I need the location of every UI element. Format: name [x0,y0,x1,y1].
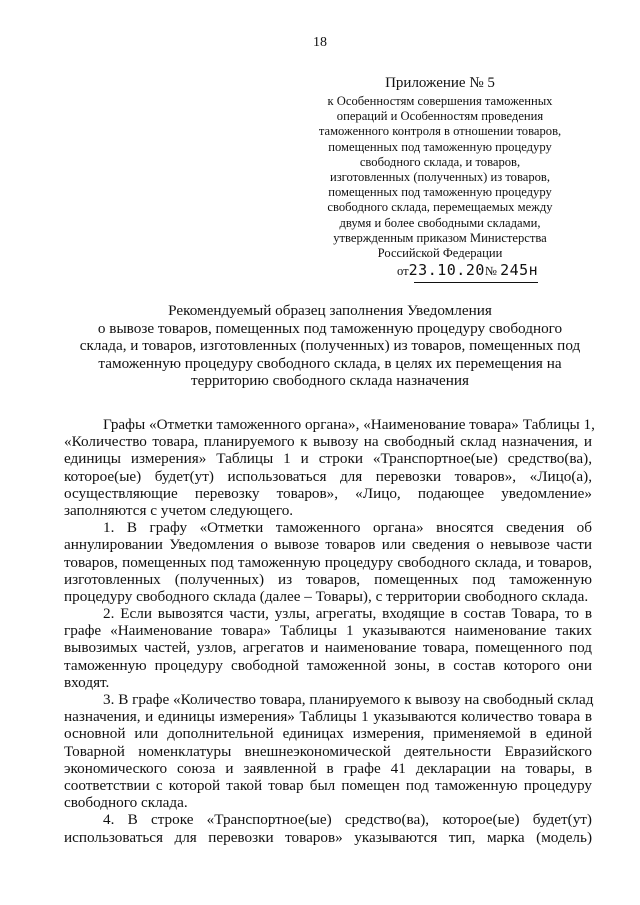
text-line: соответствии с которой такой товар был помещен под таможенную процедуру [64,776,592,794]
text-line: таможенную процедуру свободной таможенной зоны, в состав которого они [64,656,592,674]
title-line: территорию свободного склада назначения [190,372,470,390]
text-line: экономического союза и заявленной в графе 41 декларации на товары, в [64,759,592,777]
text-line: вывозимых частей, узлов, агрегатов и наименование товара, помещенного под [64,639,592,657]
text-line: заполняются с учетом следующего. [64,501,294,519]
paragraph-intro [64,416,595,519]
order-number: 245н [500,261,539,280]
text-line: основной или дополнительной единицах измерения, применяемой в единой [64,725,592,743]
text-line: которое(ые) будет(ут) использоваться для перевозки товаров», «Лицо(а), [64,467,592,485]
text-line: 2. Если вывозятся части, узлы, агрегаты, входящие в состав Товара, то в [103,605,592,623]
paragraph-1 [64,519,592,605]
text-line: изготовленных (полученных) из товаров, помещенных под таможенную [64,570,592,588]
document-title [60,302,600,390]
order-date: 23.10.20 [408,261,485,280]
appendix-title: Приложение № 5 [385,75,495,91]
appendix-line: помещенных под таможенную процедуру [328,139,552,154]
text-line: аннулировании Уведомления о вывозе товаров или сведения о невывозе части [64,536,592,554]
text-line: использоваться для перевозки товаров» указываются тип, марка (модель) [64,828,592,846]
text-line: Товарной номенклатуры внешнеэкономической деятельности Евразийского [64,742,592,760]
appendix-line: утвержденным приказом Министерства [333,230,547,245]
text-line: осуществляющие перевозку товаров», «Лицо, подающее уведомление» [64,484,592,502]
title-line: склада, и товаров, изготовленных (полученных) из товаров, помещенных под [79,337,581,355]
text-line: графе «Наименование товара» Таблицы 1 указываются наименование таких [64,622,592,640]
paragraph-4 [64,811,592,845]
title-line: Рекомендуемый образец заполнения Уведомления [168,302,492,319]
text-line: назначения, и единицы измерения» Таблицы 1 указываются количество товара в [64,708,592,726]
appendix-line: к Особенностям совершения таможенных [327,94,553,108]
document-body [64,416,595,846]
appendix-line: свободного склада, перемещаемых между [327,200,553,215]
paragraph-2 [64,605,592,691]
appendix-line: помещенных под таможенную процедуру [328,185,552,200]
text-line: входят. [64,673,110,691]
text-line: 3. В графе «Количество товара, планируемого к вывозу на свободный склад [103,691,594,708]
text-line: процедуру свободного склада (далее – Товары), с территории свободного склада. [64,587,589,605]
text-line: 4. В строке «Транспортное(ые) средство(ва), которое(ые) будет(ут) [103,811,592,829]
order-reference [310,261,570,287]
title-line: таможенную процедуру свободного склада, в целях их перемещения на [98,354,562,372]
appendix-line: двумя и более свободными складами, [339,215,541,230]
text-line: «Количество товара, планируемого к вывозу на свободный склад назначения, и [64,433,592,451]
text-line: 1. В графу «Отметки таможенного органа» вносятся сведения об [103,519,592,537]
page-number: 18 [313,35,327,50]
title-line: о вывозе товаров, помещенных под таможенную процедуру свободного [97,319,563,337]
text-line: единицы измерения» Таблицы 1 и строки «Транспортное(ые) средство(ва), [64,450,592,468]
appendix-line: Российской Федерации [377,246,503,261]
text-line: Графы «Отметки таможенного органа», «Наименование товара» Таблицы 1, [103,416,595,433]
order-prefix: от [397,264,409,279]
appendix-line: таможенного контроля в отношении товаров, [318,124,562,139]
order-number-label: № [484,264,497,279]
appendix-line: изготовленных (полученных) из товаров, [329,170,551,185]
appendix-line: операций и Особенностям проведения [336,109,544,124]
order-underline [414,282,538,283]
text-line: свободного склада. [64,794,188,812]
appendix-block [310,73,570,287]
appendix-line: свободного склада, и товаров, [359,154,521,169]
text-line: товаров, помещенных под таможенную процедуру свободного склада, и товаров, [64,553,592,571]
paragraph-3 [64,691,592,811]
